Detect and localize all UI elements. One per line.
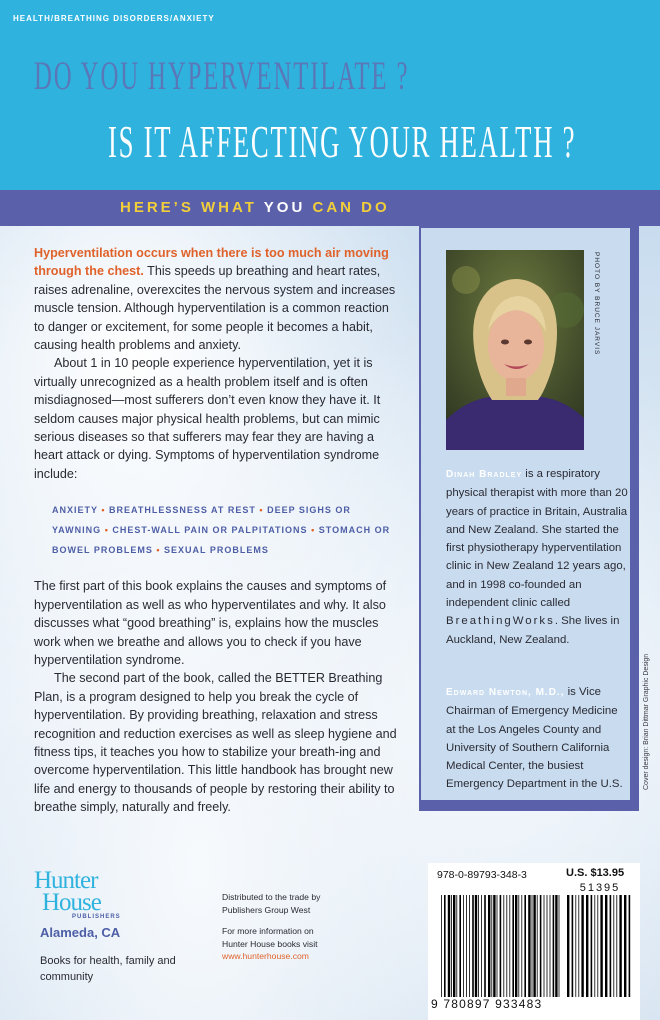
symptom-item: SEXUAL PROBLEMS (164, 545, 269, 556)
barcode-bar (578, 895, 579, 997)
barcode-bar (503, 895, 504, 997)
website-link[interactable]: www.hunterhouse.com (222, 951, 309, 961)
author-name: Edward Newton, M.D., (446, 687, 565, 698)
price-code: 51395 (579, 882, 621, 894)
barcode-bar (481, 895, 482, 997)
barcode-bar (613, 895, 614, 997)
barcode-bar (532, 895, 533, 997)
lead-sentence: Hyperventilation occurs when there is too much air moving through the chest. (34, 246, 389, 279)
barcode-bar (512, 895, 514, 997)
paragraph-2: About 1 in 10 people experience hyperventilation, yet it is virtually unrecognized as a health problem itself and is often misdiagnosed—most sufferers don’t even know they have it. It seldom causes major physical health problems, but can mimic serious diseases so that sufferers may fear they are having a heart attack or dying. Symptoms of hyperventilation syndrome include: (34, 356, 381, 481)
barcode-bar (448, 895, 450, 997)
barcode-bar (567, 895, 569, 997)
barcode-bar (478, 895, 479, 997)
publisher-city: Alameda, CA (40, 925, 121, 940)
barcode-bar (475, 895, 477, 997)
barcode-bar (616, 895, 617, 997)
barcode-bar (459, 895, 461, 997)
barcode-bar (453, 895, 455, 997)
barcode-bar (518, 895, 519, 997)
barcode-bar (597, 895, 598, 997)
barcode-bar (521, 895, 522, 997)
barcode-bar (550, 895, 551, 997)
barcode-bar (619, 895, 621, 997)
barcode-bar (594, 895, 595, 997)
author-bio-bradley: Dinah Bradley is a respiratory physical therapist with more than 20 years of practice in Britain, Australia and New Zealand. She started the first physiotherapy hyperventilation clinic in New Zealand 12 years ago, and in 1998 co-founded an independent clinic called BreathingWorks. She lives in Auckland, New Zealand. (446, 468, 628, 646)
barcode-bar (581, 895, 583, 997)
barcode-bar (586, 895, 588, 997)
barcode-bar (559, 895, 560, 997)
paragraph-1 (34, 244, 400, 354)
barcode-addon (567, 895, 633, 997)
barcode-bar (500, 895, 502, 997)
headline-line-1: DO YOU HYPERVENTILATE ? (34, 53, 410, 98)
barcode-bar (624, 895, 626, 997)
clinic-name: BreathingWorks (446, 615, 555, 628)
barcode-bar (469, 895, 470, 997)
barcode-bar (544, 895, 545, 997)
barcode-bar (555, 895, 557, 997)
symptom-item: BREATHLESSNESS AT REST (109, 505, 256, 516)
barcode-bar (533, 895, 535, 997)
cover-design-credit: Cover design: Brian Dittmar Graphic Design (643, 653, 650, 790)
category-label: HEALTH/BREATHING DISORDERS/ANXIETY (13, 14, 215, 23)
barcode-bar (456, 895, 457, 997)
barcode-bar (600, 895, 602, 997)
barcode-bar (537, 895, 538, 997)
subhead-band (0, 190, 660, 226)
symptom-item: CHEST-WALL PAIN OR PALPITATIONS (112, 525, 308, 536)
barcode-bar (524, 895, 526, 997)
price-label: U.S. $13.95 (566, 867, 625, 879)
author-photo (446, 250, 584, 450)
symptom-item: ANXIETY (52, 505, 98, 516)
barcode-bar (629, 895, 631, 997)
subhead-you: YOU (263, 199, 306, 216)
paragraph-1-rest: This speeds up breathing and heart rates, raises adrenaline, overexcites the nervous system and increases muscle tension. Although hyperventilation is a common reaction to danger or excitement, for some people it becomes a habit, causing health problems and anxiety. (34, 264, 396, 353)
barcode-bar (528, 895, 530, 997)
barcode-bar (509, 895, 510, 997)
barcode-bar (610, 895, 612, 997)
barcode-bar (497, 895, 498, 997)
subhead-part-1: HERE’S WHAT (120, 199, 264, 216)
description-body (34, 244, 400, 817)
barcode-bar (591, 895, 593, 997)
subhead-part-2: CAN DO (305, 199, 390, 216)
author-bio-newton: Edward Newton, M.D., is Vice Chairman of Emergency Medicine at the Los Angeles County and University of Southern California Medical Center, the busiest Emergency Department in the U.S. (446, 686, 623, 791)
barcode-bar (575, 895, 576, 997)
barcode-bar (540, 895, 542, 997)
barcode-bar (441, 895, 442, 997)
barcode-bar (488, 895, 490, 997)
barcode-bar (444, 895, 446, 997)
barcode-bar (506, 895, 507, 997)
barcode-bar (463, 895, 464, 997)
barcode-bar (572, 895, 574, 997)
barcode-bar (491, 895, 492, 997)
symptom-item: DEEP SIGHS OR YAWNING (52, 505, 351, 536)
publisher-tagline: Books for health, family and community (40, 955, 176, 983)
barcode-bar (605, 895, 607, 997)
distribution-info: Distributed to the trade by Publishers Group West For more information on Hunter House books visit www.hunterhouse.com (222, 891, 402, 963)
barcode-bar (472, 895, 474, 997)
ean-number: 9 780897 933483 (431, 997, 633, 1011)
barcode-bar (484, 895, 486, 997)
publisher-logo: Hunter House PUBLISHERS (34, 867, 121, 920)
photo-credit: PHOTO BY BRUCE JARVIS (593, 252, 600, 356)
headline-line-2: IS IT AFFECTING YOUR HEALTH ? (108, 116, 577, 167)
barcode-bar (553, 895, 555, 997)
barcode-bar (466, 895, 467, 997)
subhead-text (120, 199, 390, 216)
barcode-main (441, 895, 561, 997)
symptom-list: ANXIETY • BREATHLESSNESS AT REST • DEEP SIGHS OR YAWNING • CHEST-WALL PAIN OR PALPITATIONS • STOMACH OR BOWEL PROBLEMS • SEXUAL PROBLEMS (52, 505, 391, 556)
paragraph-3: The first part of this book explains the causes and symptoms of hyperventilation as well as who hyperventilates and why. It also discusses what “good breathing” is, explains how the muscles work when we breathe and allows you to check if you have hyperventilation syndrome. (34, 579, 387, 667)
paragraph-4: The second part of the book, called the BETTER Breathing Plan, is a program designed to help you break the cycle of hyperventilation. By providing breathing, relaxation and stress recognition and reduction exercises as well as sleep hygiene and fitness tips, it teaches you how to stabilize your breath-ing and overcome hyperventilation. This little handbook has brought new life and energy to thousands of people by restoring their ability to breathe simply, naturally and freely. (34, 671, 397, 815)
barcode-bar (451, 895, 452, 997)
barcode-bar (493, 895, 495, 997)
barcode-bar (515, 895, 517, 997)
isbn-number: 978-0-89793-348-3 (437, 869, 527, 881)
symptom-item: STOMACH OR BOWEL PROBLEMS (52, 525, 391, 556)
barcode-bar (547, 895, 548, 997)
author-name: Dinah Bradley (446, 469, 523, 480)
